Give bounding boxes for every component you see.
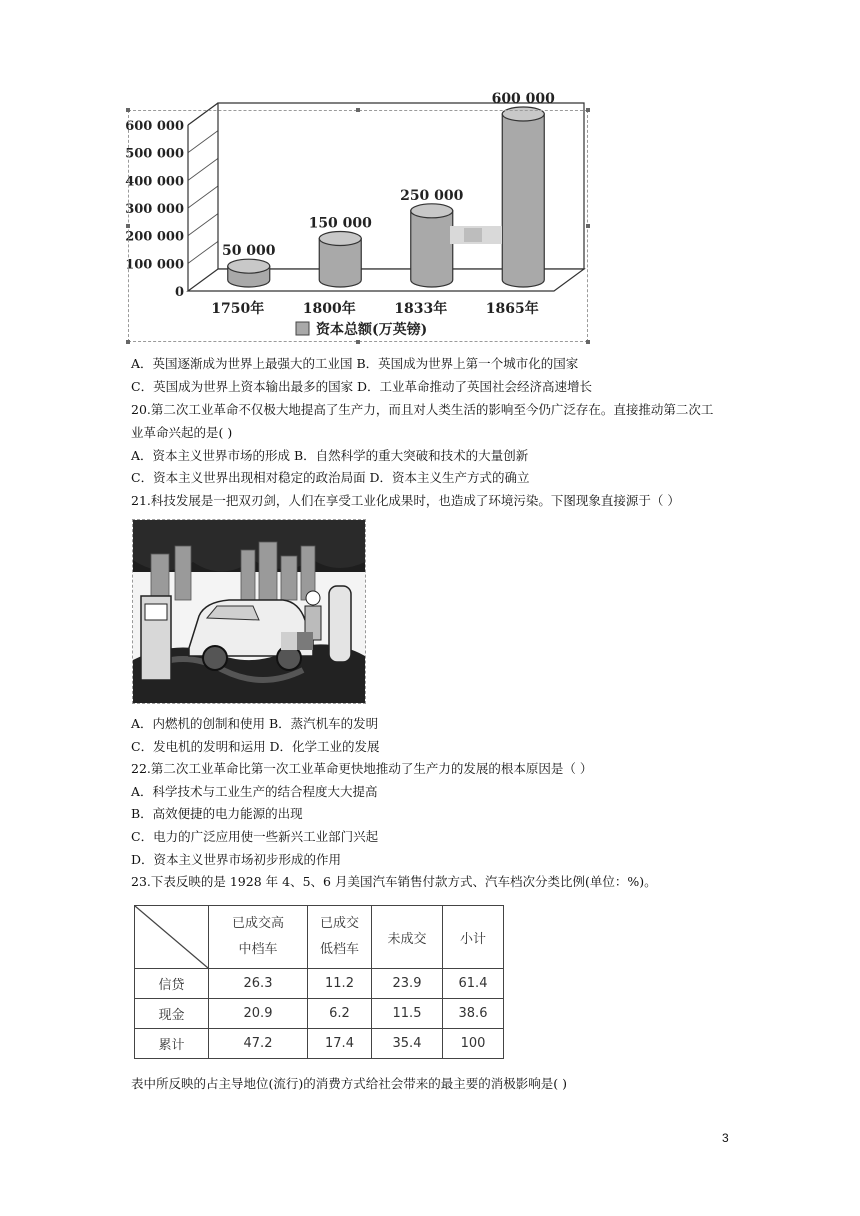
table-cell: 100 [443,1029,504,1059]
table-cell: 11.5 [372,999,443,1029]
table-cell: 6.2 [308,999,372,1029]
header-text: 小计 [459,931,486,947]
resize-handle[interactable] [356,340,360,344]
resize-handle[interactable] [126,224,130,228]
y-tick-label: 300 000 [125,202,184,217]
q22-stem: 22.第二次工业革命比第一次工业革命更快地推动了生产力的发展的根本原因是（ ） [131,761,593,776]
table-row [135,969,504,999]
resize-handle[interactable] [356,108,360,112]
table-header-cell [308,906,372,969]
table-cell: 17.4 [308,1029,372,1059]
table-header-cell [372,906,443,969]
q22-option-b: B．高效便捷的电力能源的出现 [131,806,303,821]
diagonal-header-cell [135,906,209,969]
q22-option-a: A．科学技术与工业生产的结合程度大大提高 [131,784,378,799]
gas-cylinder [329,586,351,662]
resize-handle[interactable] [586,340,590,344]
header-text: 已成交高 [231,916,284,931]
q19-option-cd: C．英国成为世界上资本输出最多的国家 D．工业革命推动了英国社会经济高速增长 [131,379,593,394]
q20-option-ab: A．资本主义世界市场的形成 B．自然科学的重大突破和技术的大量创新 [131,448,529,463]
x-tick-label: 1800年 [302,301,356,317]
q20-option-cd: C．资本主义世界出现相对稳定的政治局面 D．资本主义生产方式的确立 [131,470,530,485]
x-tick-label: 1833年 [394,301,448,317]
y-tick-label: 500 000 [125,146,184,162]
q21-stem: 21.科技发展是一把双刃剑，人们在享受工业化成果时，也造成了环境污染。下图现象直接源于（ ） [131,493,680,508]
y-tick-label: 200 000 [125,229,184,245]
pollution-illustration [133,520,365,703]
y-tick-label: 0 [174,285,184,300]
table-header-cell [443,906,504,969]
data-label: 150 000 [308,215,372,232]
blur-patch [281,632,297,650]
table-cell: 26.3 [209,969,308,999]
q22-option-d: D．资本主义世界市场初步形成的作用 [131,852,342,867]
resize-handle[interactable] [126,340,130,344]
q23-stem: 23.下表反映的是 1928 年 4、5、6 月美国汽车销售付款方式、汽车档次分类比例(单位：%)。 [131,874,657,889]
row-label: 累计 [135,1029,209,1059]
data-label: 50 000 [221,243,276,260]
blur-patch [297,632,313,650]
resize-handle[interactable] [126,108,130,112]
legend-label: 资本总额(万英镑) [316,322,428,338]
diagonal-line [135,906,208,968]
page-number: 3 [722,1131,729,1145]
table-cell: 23.9 [372,969,443,999]
y-tick-label: 400 000 [125,174,184,190]
q20-stem-line2: 业革命兴起的是( ) [131,425,233,440]
table-cell: 35.4 [372,1029,443,1059]
row-label: 信贷 [135,969,209,999]
q21-option-ab: A．内燃机的创制和使用 B．蒸汽机车的发明 [131,716,379,731]
table-header-cell [209,906,308,969]
table-cell: 38.6 [443,999,504,1029]
header-text: 已成交 [319,916,359,931]
data-label: 250 000 [400,187,464,204]
table-row [135,1029,504,1059]
data-label: 600 000 [491,91,555,107]
q22-option-c: C．电力的广泛应用使一些新兴工业部门兴起 [131,829,379,844]
pollution-cartoon [132,519,366,704]
table-header-row [135,906,504,969]
q23-follow-up: 表中所反映的占主导地位(流行)的消费方式给社会带来的最主要的消极影响是( ) [131,1076,567,1091]
capital-bar-chart [125,91,588,342]
table-cell: 11.2 [308,969,372,999]
image-selection-frame [128,110,588,342]
y-tick-label: 600 000 [125,119,184,134]
row-label: 现金 [135,999,209,1029]
table-cell: 20.9 [209,999,308,1029]
resize-handle[interactable] [586,108,590,112]
x-tick-label: 1865年 [485,301,539,317]
header-text: 中档车 [238,942,278,957]
header-text: 低档车 [319,942,359,957]
car-sales-table [134,905,504,1059]
q21-option-cd: C．发电机的发明和运用 D．化学工业的发展 [131,739,380,754]
q20-stem-line1: 20.第二次工业革命不仅极大地提高了生产力，而且对人类生活的影响至今仍广泛存在。直接推动第二次工 [131,402,714,417]
q19-option-ab: A．英国逐渐成为世界上最强大的工业国 B．英国成为世界上第一个城市化的国家 [131,356,579,371]
table-row [135,999,504,1029]
gas-pump [141,596,171,680]
x-tick-label: 1750年 [211,301,265,317]
table-cell: 47.2 [209,1029,308,1059]
y-tick-label: 100 000 [125,257,184,273]
table-cell: 61.4 [443,969,504,999]
header-text: 未成交 [387,931,427,947]
resize-handle[interactable] [586,224,590,228]
